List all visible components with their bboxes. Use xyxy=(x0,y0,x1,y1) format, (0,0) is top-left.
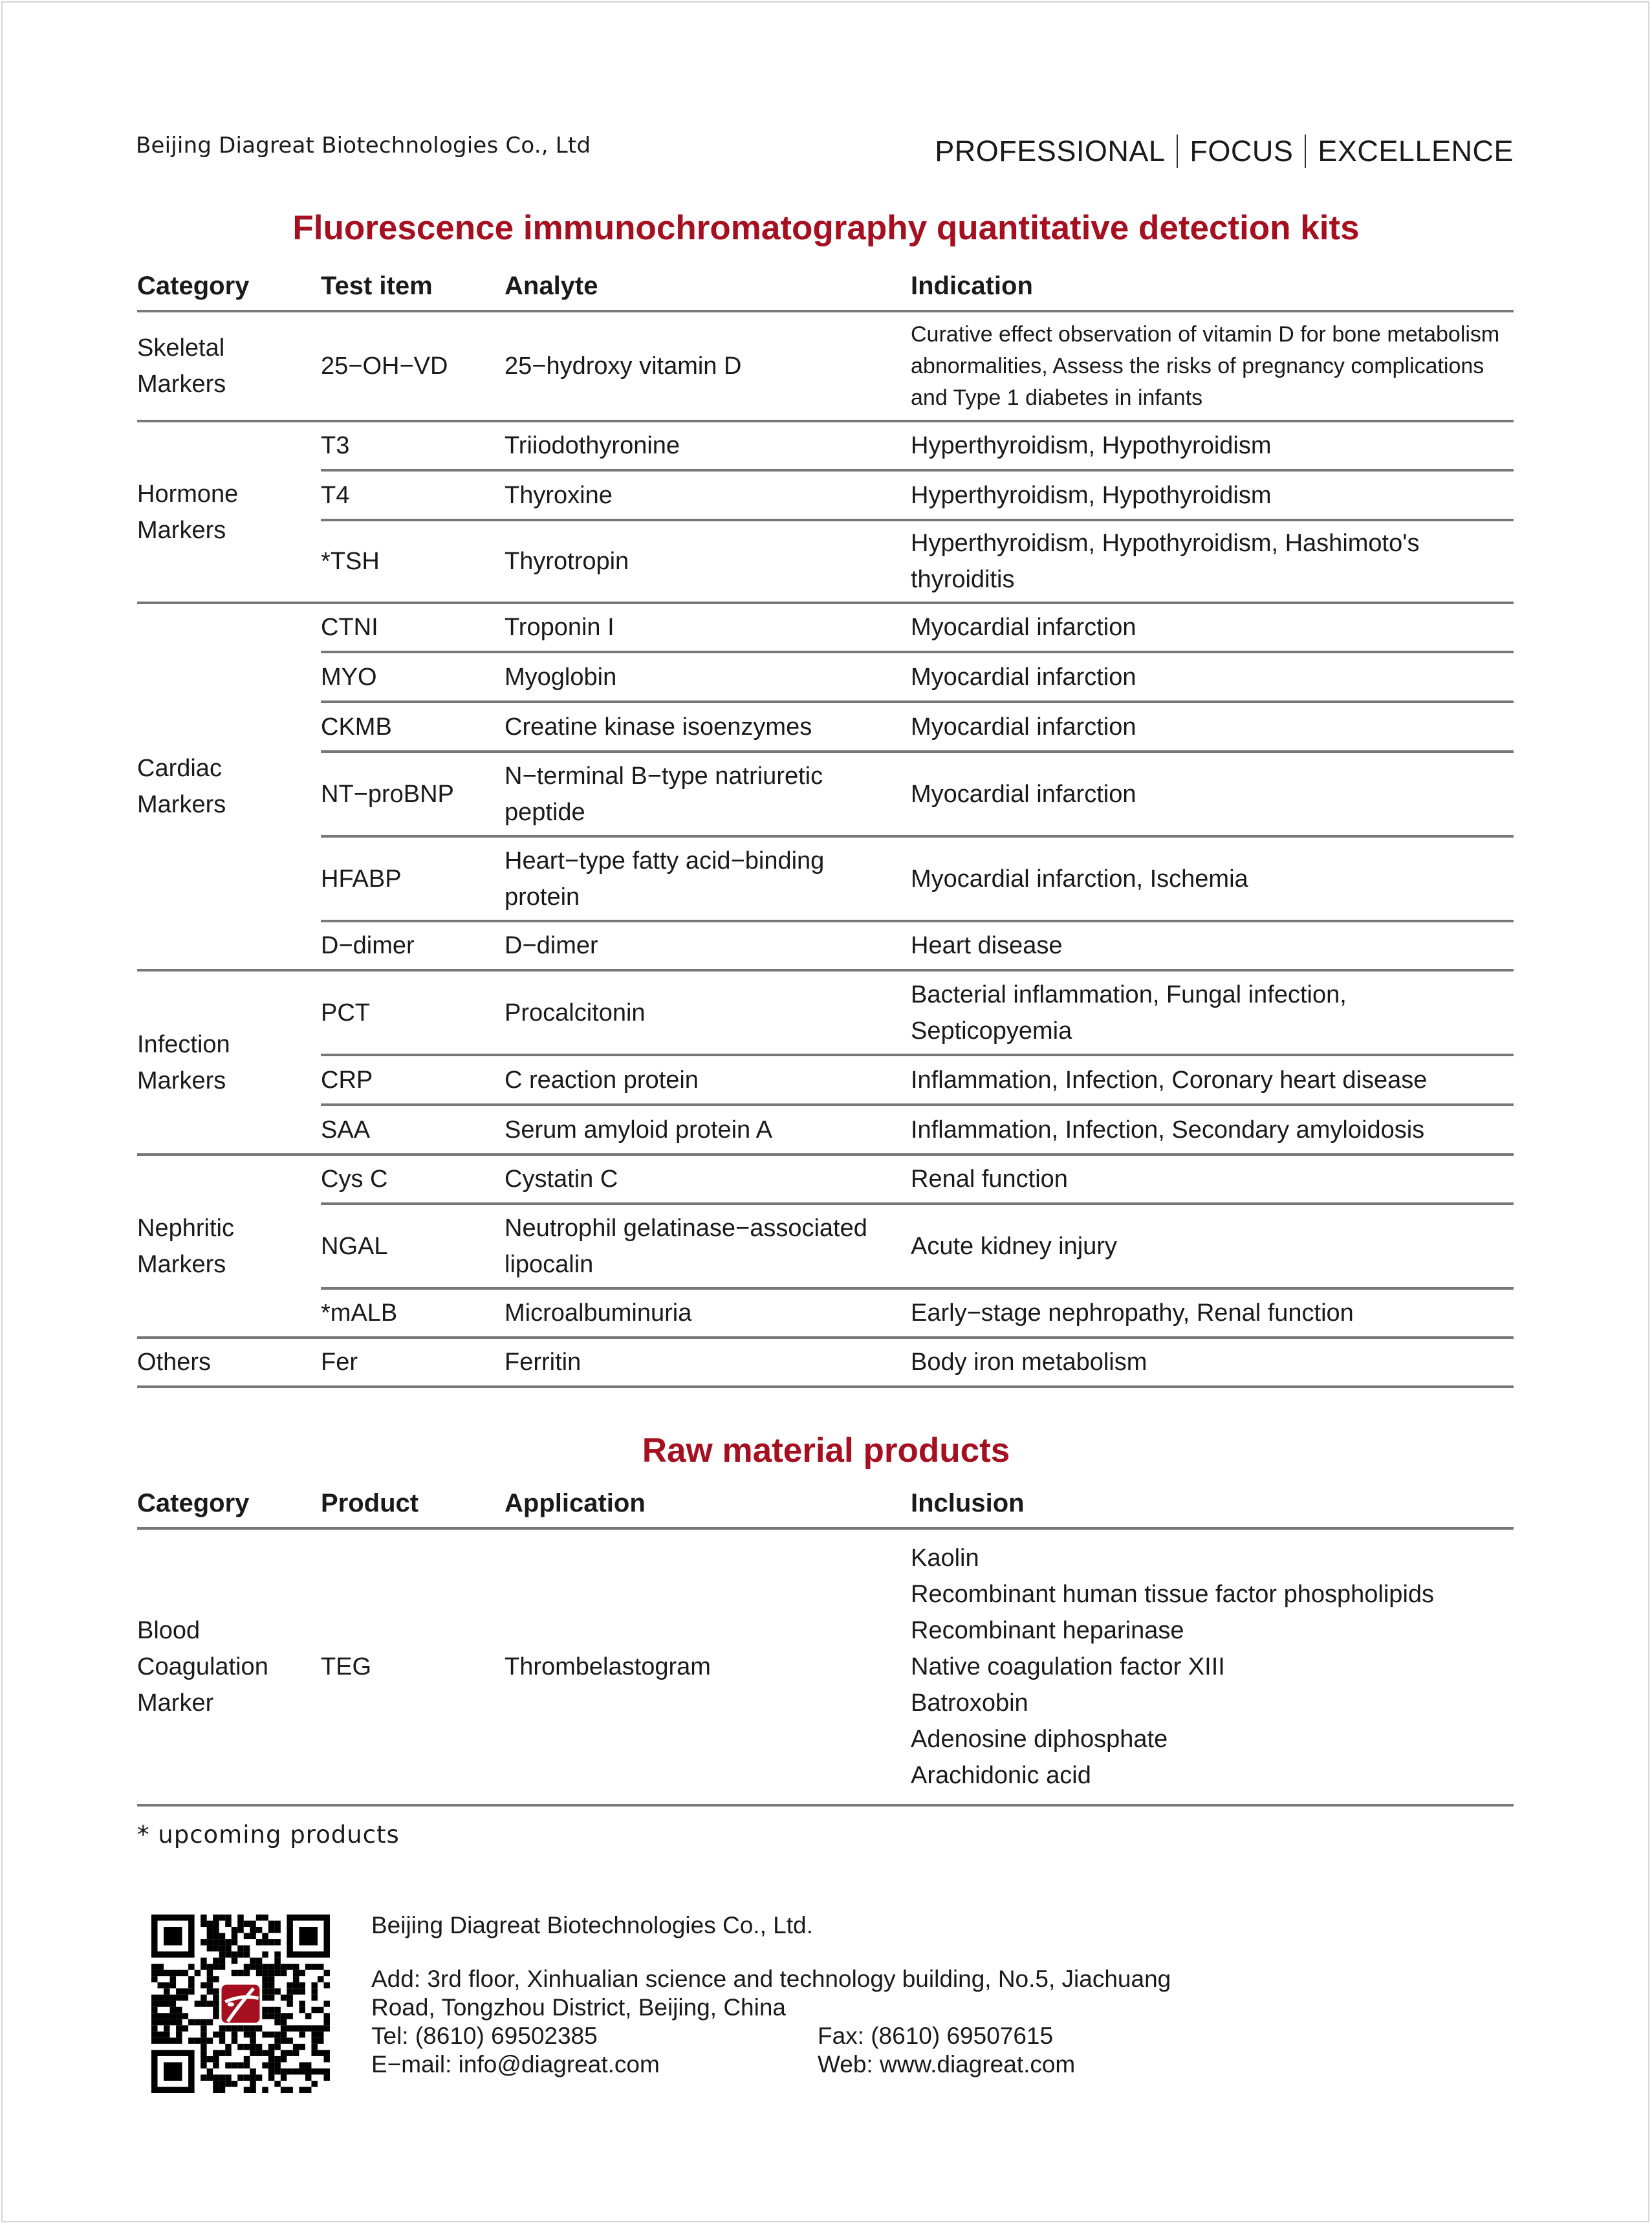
table-row xyxy=(137,1528,1514,1805)
table-row xyxy=(137,752,1514,836)
cell-indication-text: Myocardial infarction xyxy=(911,663,1136,691)
qr-code-icon xyxy=(151,1915,330,2093)
col-header-category: Category xyxy=(137,272,321,311)
cell-indication xyxy=(911,1204,1514,1288)
cell-analyte-text: Troponin I xyxy=(505,614,614,641)
cell-analyte xyxy=(505,970,911,1055)
table-row xyxy=(137,836,1514,921)
col-header-application: Application xyxy=(505,1489,911,1528)
table-row xyxy=(137,1155,1514,1204)
cell-category: Others xyxy=(137,1338,321,1387)
cell-test-item xyxy=(321,1338,505,1387)
motto-item: FOCUS xyxy=(1190,135,1294,168)
cell-test-item-text: NT−proBNP xyxy=(321,780,454,808)
footer-address xyxy=(371,1965,1171,2079)
cell-analyte-text: D−dimer xyxy=(505,932,598,959)
table-row xyxy=(137,1288,1514,1338)
col-header-inclusion: Inclusion xyxy=(911,1489,1514,1528)
category-word: Blood xyxy=(137,1617,201,1644)
cell-indication xyxy=(911,421,1514,470)
cell-indication-text: Myocardial infarction xyxy=(911,614,1136,641)
cell-indication xyxy=(911,702,1514,752)
cell-test-item xyxy=(321,1155,505,1204)
cell-category: Hormone Markers xyxy=(137,421,321,603)
cell-indication-text: Early−stage nephropathy, Renal function xyxy=(911,1299,1354,1327)
cell-indication xyxy=(911,1338,1514,1387)
cell-test-item xyxy=(321,921,505,970)
cell-analyte-text: Procalcitonin xyxy=(505,999,646,1026)
col-header-product: Product xyxy=(321,1489,505,1528)
cell-test-item-text: T4 xyxy=(321,481,350,509)
cell-analyte-text: Thyroxine xyxy=(505,481,613,509)
col-header-test-item: Test item xyxy=(321,272,505,311)
cell-test-item xyxy=(321,311,505,421)
inclusion-item: Native coagulation factor XIII xyxy=(911,1653,1225,1680)
contact-row xyxy=(371,2050,1171,2079)
cell-test-item-text: Fer xyxy=(321,1349,358,1376)
table-row xyxy=(137,470,1514,520)
table-row xyxy=(137,421,1514,470)
table-row xyxy=(137,970,1514,1055)
cell-indication xyxy=(911,1288,1514,1338)
cell-analyte-text: Triiodothyronine xyxy=(505,432,680,459)
cell-indication xyxy=(911,921,1514,970)
cell-indication-text: Hyperthyroidism, Hypothyroidism xyxy=(911,432,1272,459)
cell-analyte-text: Thyrotropin xyxy=(505,548,629,575)
col-header-analyte: Analyte xyxy=(505,272,911,311)
cell-test-item-text: CTNI xyxy=(321,614,378,641)
cell-analyte-text: N−terminal B−type natriuretic peptide xyxy=(505,762,823,826)
inclusion-item: Adenosine diphosphate xyxy=(911,1726,1168,1753)
footer-web[interactable]: Web: www.diagreat.com xyxy=(818,2051,1076,2078)
cell-test-item-text: SAA xyxy=(321,1116,371,1144)
header-company-name: Beijing Diagreat Biotechnologies Co., Ltd xyxy=(136,133,591,158)
cell-indication xyxy=(911,520,1514,603)
cell-analyte-text: Cystatin C xyxy=(505,1166,618,1193)
cell-analyte-text: Microalbuminuria xyxy=(505,1299,692,1327)
cell-test-item xyxy=(321,421,505,470)
col-header-indication: Indication xyxy=(911,272,1514,311)
footer-email[interactable]: E−mail: info@diagreat.com xyxy=(371,2051,660,2078)
cell-indication-text: Myocardial infarction xyxy=(911,780,1136,808)
cell-indication xyxy=(911,311,1514,421)
inclusion-item: Recombinant human tissue factor phospholipids xyxy=(911,1581,1435,1608)
table-row xyxy=(137,1338,1514,1387)
cell-indication xyxy=(911,1105,1514,1155)
cell-test-item xyxy=(321,470,505,520)
raw-table xyxy=(137,1489,1514,1807)
cell-analyte xyxy=(505,1288,911,1338)
cell-analyte xyxy=(505,1204,911,1288)
cell-indication-text: Myocardial infarction xyxy=(911,713,1136,741)
cell-analyte-text: Ferritin xyxy=(505,1349,581,1376)
cell-analyte xyxy=(505,836,911,921)
motto-divider xyxy=(1305,135,1306,168)
cell-product: TEG xyxy=(321,1528,505,1805)
table-row xyxy=(137,311,1514,421)
cell-test-item-text: CRP xyxy=(321,1066,373,1094)
cell-analyte xyxy=(505,603,911,652)
cell-test-item xyxy=(321,836,505,921)
cell-indication xyxy=(911,752,1514,836)
cell-test-item xyxy=(321,652,505,702)
cell-test-item-text: HFABP xyxy=(321,865,402,893)
cell-analyte-text: C reaction protein xyxy=(505,1066,699,1094)
cell-indication xyxy=(911,836,1514,921)
cell-analyte xyxy=(505,702,911,752)
cell-test-item xyxy=(321,520,505,603)
table-row xyxy=(137,1105,1514,1155)
cell-indication-text: Myocardial infarction, Ischemia xyxy=(911,865,1248,893)
cell-test-item-text: CKMB xyxy=(321,713,392,741)
cell-analyte xyxy=(505,421,911,470)
cell-indication xyxy=(911,1155,1514,1204)
cell-test-item-text: D−dimer xyxy=(321,932,415,959)
cell-analyte xyxy=(505,1155,911,1204)
cell-analyte xyxy=(505,921,911,970)
cell-analyte-text: Heart−type fatty acid−binding protein xyxy=(505,847,825,911)
kits-section-title: Fluorescence immunochromatography quantitative detection kits xyxy=(292,209,1360,247)
motto-divider xyxy=(1177,135,1178,168)
inclusion-item: Kaolin xyxy=(911,1545,979,1572)
cell-analyte xyxy=(505,652,911,702)
cell-test-item xyxy=(321,1288,505,1338)
cell-test-item-text: Cys C xyxy=(321,1166,388,1193)
footer-company: Beijing Diagreat Biotechnologies Co., Ltd. xyxy=(371,1912,813,1938)
kits-table-header xyxy=(137,272,1514,311)
kits-table xyxy=(137,272,1514,1388)
cell-indication-text: Bacterial inflammation, Fungal infection, Septicopyemia xyxy=(911,981,1347,1045)
category-word: Coagulation xyxy=(137,1653,268,1680)
table-row xyxy=(137,520,1514,603)
cell-test-item-text: NGAL xyxy=(321,1232,388,1260)
contact-row xyxy=(371,2022,1171,2050)
table-row xyxy=(137,603,1514,652)
cell-test-item xyxy=(321,1105,505,1155)
cell-indication-text: Hyperthyroidism, Hypothyroidism xyxy=(911,481,1272,509)
cell-indication xyxy=(911,652,1514,702)
table-row xyxy=(137,921,1514,970)
cell-test-item-text: *TSH xyxy=(321,548,380,575)
cell-analyte xyxy=(505,311,911,421)
inclusion-item: Batroxobin xyxy=(911,1689,1028,1717)
cell-analyte-text: Myoglobin xyxy=(505,663,617,691)
cell-test-item xyxy=(321,702,505,752)
table-row xyxy=(137,652,1514,702)
cell-category: Nephritic Markers xyxy=(137,1155,321,1338)
cell-analyte xyxy=(505,520,911,603)
cell-indication-text: Hyperthyroidism, Hypothyroidism, Hashimoto's thyroiditis xyxy=(911,530,1420,593)
col-header-category: Category xyxy=(137,1489,321,1528)
cell-test-item-text: MYO xyxy=(321,663,377,691)
cell-analyte xyxy=(505,470,911,520)
footer-tel: Tel: (8610) 69502385 xyxy=(371,2023,598,2049)
cell-test-item xyxy=(321,1204,505,1288)
cell-indication-text: Inflammation, Infection, Secondary amyloidosis xyxy=(911,1116,1425,1144)
cell-analyte xyxy=(505,1338,911,1387)
cell-analyte-text: Neutrophil gelatinase−associated lipocalin xyxy=(505,1214,867,1278)
cell-test-item-text: *mALB xyxy=(321,1299,398,1327)
raw-table-header xyxy=(137,1489,1514,1528)
category-word: Marker xyxy=(137,1689,214,1717)
cell-application: Thrombelastogram xyxy=(505,1528,911,1805)
motto-item: EXCELLENCE xyxy=(1318,135,1514,168)
cell-analyte xyxy=(505,752,911,836)
cell-indication-text: Acute kidney injury xyxy=(911,1232,1117,1260)
table-row xyxy=(137,702,1514,752)
address-line: Road, Tongzhou District, Beijing, China xyxy=(371,1994,786,2021)
address-line: Add: 3rd floor, Xinhualian science and technology building, No.5, Jiachuang xyxy=(371,1966,1171,1992)
cell-indication-text: Renal function xyxy=(911,1166,1068,1193)
header-motto xyxy=(935,135,1514,168)
upcoming-note: * upcoming products xyxy=(137,1821,400,1849)
footer-fax: Fax: (8610) 69507615 xyxy=(818,2023,1054,2049)
cell-analyte-text: Serum amyloid protein A xyxy=(505,1116,772,1144)
cell-analyte-text: Creatine kinase isoenzymes xyxy=(505,713,812,741)
cell-test-item-text: 25−OH−VD xyxy=(321,353,448,380)
motto-item: PROFESSIONAL xyxy=(935,135,1166,168)
cell-test-item xyxy=(321,1055,505,1105)
raw-section-title: Raw material products xyxy=(642,1431,1010,1470)
cell-indication xyxy=(911,1055,1514,1105)
cell-category: Cardiac Markers xyxy=(137,603,321,970)
cell-inclusion xyxy=(911,1528,1514,1805)
cell-analyte xyxy=(505,1055,911,1105)
cell-test-item-text: T3 xyxy=(321,432,350,459)
cell-indication-text: Curative effect observation of vitamin D for bone metabolism abnormalities, Assess the risks of pregnancy complications and Type 1 diabetes in infants xyxy=(911,321,1500,410)
inclusion-item: Arachidonic acid xyxy=(911,1762,1091,1789)
cell-indication-text: Heart disease xyxy=(911,932,1063,959)
cell-category: Skeletal Markers xyxy=(137,311,321,421)
table-row xyxy=(137,1204,1514,1288)
cell-test-item xyxy=(321,970,505,1055)
cell-analyte-text: 25−hydroxy vitamin D xyxy=(505,353,742,380)
cell-indication xyxy=(911,603,1514,652)
cell-indication-text: Body iron metabolism xyxy=(911,1349,1147,1376)
cell-indication-text: Inflammation, Infection, Coronary heart disease xyxy=(911,1066,1428,1094)
cell-test-item xyxy=(321,603,505,652)
cell-analyte xyxy=(505,1105,911,1155)
cell-category: Infection Markers xyxy=(137,970,321,1155)
inclusion-item: Recombinant heparinase xyxy=(911,1617,1184,1644)
cell-indication xyxy=(911,470,1514,520)
cell-category xyxy=(137,1528,321,1805)
cell-test-item xyxy=(321,752,505,836)
cell-indication xyxy=(911,970,1514,1055)
table-row xyxy=(137,1055,1514,1105)
cell-test-item-text: PCT xyxy=(321,999,370,1026)
